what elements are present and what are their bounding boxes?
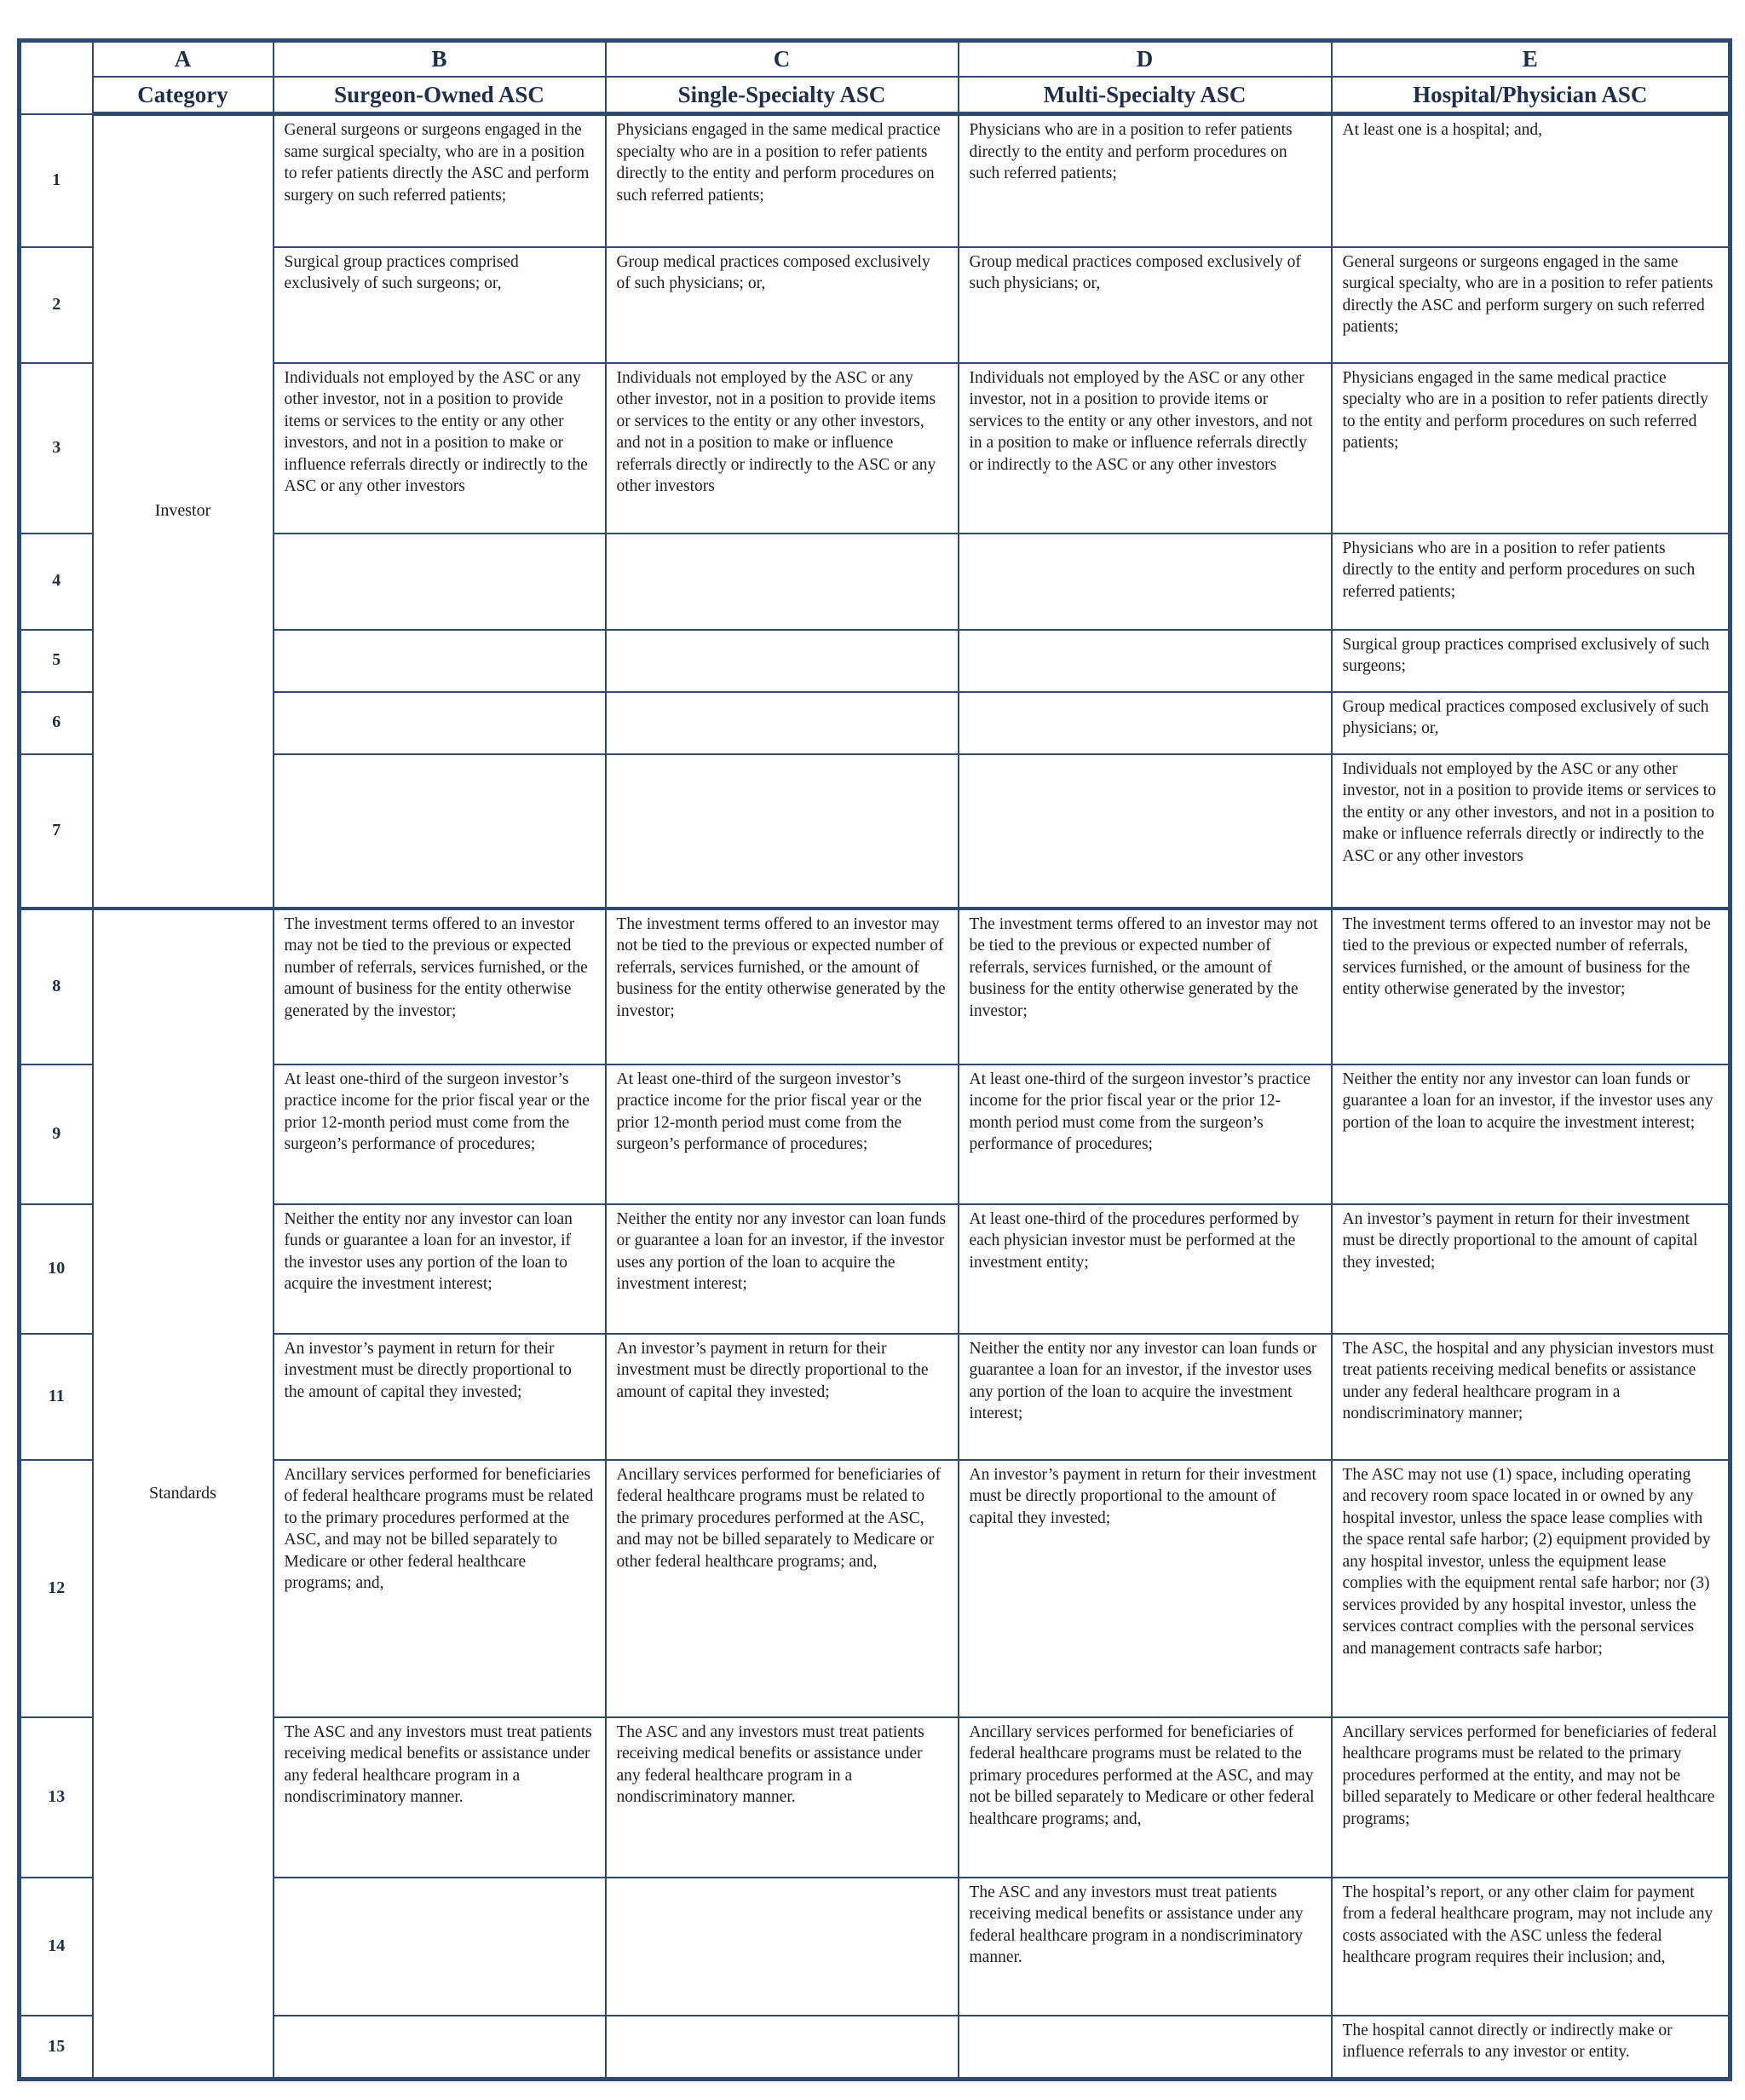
table-cell: The investment terms offered to an investor may not be tied to the previous or expected number of referrals, services furnished, or the amount of business for the entity otherwise generated by the investor;: [274, 909, 606, 1064]
table-cell: At least one-third of the surgeon investor’s practice income for the prior fiscal year or the prior 12-month period must come from the surgeon’s performance of procedures;: [959, 1064, 1332, 1204]
table-row: [20, 1064, 1731, 1204]
table-cell: General surgeons or surgeons engaged in the same surgical specialty, who are in a position to refer patients directly the ASC and perform surgery on such referred patients;: [274, 114, 606, 247]
table-cell: The ASC and any investors must treat patients receiving medical benefits or assistance under any federal healthcare program in a nondiscriminatory manner.: [274, 1717, 606, 1878]
table-cell: The hospital cannot directly or indirectly make or influence referrals to any investor or entity.: [1332, 2016, 1731, 2080]
column-header: Surgeon-Owned ASC: [274, 77, 606, 114]
row-number: 4: [20, 534, 93, 630]
table-cell: Individuals not employed by the ASC or any other investor, not in a position to provide items or services to the entity or any other investors, and not in a position to make or influence referrals directly or indirectly to the ASC or any other investors: [959, 363, 1332, 534]
column-header-row: [20, 77, 1731, 114]
table-cell: Physicians engaged in the same medical practice specialty who are in a position to refer patients directly to the entity and perform procedures on such referred patients;: [606, 114, 959, 247]
table-row: [20, 692, 1731, 754]
column-letter: C: [606, 41, 959, 77]
row-number: 8: [20, 909, 93, 1064]
table-cell: An investor’s payment in return for their investment must be directly proportional to the amount of capital they invested;: [1332, 1204, 1731, 1334]
table-cell: Surgical group practices comprised exclusively of such surgeons;: [1332, 630, 1731, 692]
table-cell: Group medical practices composed exclusively of such physicians; or,: [606, 247, 959, 363]
table-cell: At least one is a hospital; and,: [1332, 114, 1731, 247]
row-number: 1: [20, 114, 93, 247]
table-cell: The ASC, the hospital and any physician investors must treat patients receiving medical benefits or assistance under any federal healthcare program in a nondiscriminatory manner;: [1332, 1334, 1731, 1460]
table-cell: [274, 534, 606, 630]
row-number: 15: [20, 2016, 93, 2080]
table-cell: Physicians who are in a position to refer patients directly to the entity and perform procedures on such referred patients;: [1332, 534, 1731, 630]
table-cell: Group medical practices composed exclusively of such physicians; or,: [1332, 692, 1731, 754]
table-cell: [606, 1878, 959, 2016]
table-cell: [274, 1878, 606, 2016]
table-cell: Ancillary services performed for beneficiaries of federal healthcare programs must be related to the primary procedures performed at the ASC, and may not be billed separately to Medicare or other federal healthcare programs; and,: [274, 1460, 606, 1717]
table-row: [20, 247, 1731, 363]
column-header: Multi-Specialty ASC: [959, 77, 1332, 114]
table-cell: Individuals not employed by the ASC or any other investor, not in a position to provide items or services to the entity or any other investors, and not in a position to make or influence referrals directly or indirectly to the ASC or any other investors: [274, 363, 606, 534]
column-letter: B: [274, 41, 606, 77]
table-cell: Individuals not employed by the ASC or any other investor, not in a position to provide items or services to the entity or any other investors, and not in a position to make or influence referrals directly or indirectly to the ASC or any other investors: [1332, 754, 1731, 909]
table-cell: [959, 2016, 1332, 2080]
table-cell: The investment terms offered to an investor may not be tied to the previous or expected number of referrals, services furnished, or the amount of business for the entity otherwise generated by the investor;: [959, 909, 1332, 1064]
table-cell: Neither the entity nor any investor can loan funds or guarantee a loan for an investor, if the investor uses any portion of the loan to acquire the investment interest;: [959, 1334, 1332, 1460]
row-number: 10: [20, 1204, 93, 1334]
table-cell: [606, 754, 959, 909]
table-cell: Physicians engaged in the same medical practice specialty who are in a position to refer patients directly to the entity and perform procedures on such referred patients;: [1332, 363, 1731, 534]
column-letter: D: [959, 41, 1332, 77]
table-cell: At least one-third of the surgeon investor’s practice income for the prior fiscal year or the prior 12-month period must come from the surgeon’s performance of procedures;: [274, 1064, 606, 1204]
column-letter: E: [1332, 41, 1731, 77]
table-cell: An investor’s payment in return for their investment must be directly proportional to the amount of capital they invested;: [274, 1334, 606, 1460]
table-cell: Individuals not employed by the ASC or any other investor, not in a position to provide items or services to the entity or any other investors, and not in a position to make or influence referrals directly or indirectly to the ASC or any other investors: [606, 363, 959, 534]
table-cell: An investor’s payment in return for their investment must be directly proportional to the amount of capital they invested;: [606, 1334, 959, 1460]
table-row: [20, 1460, 1731, 1717]
row-number: 6: [20, 692, 93, 754]
table-row: [20, 1878, 1731, 2016]
table-row: [20, 1717, 1731, 1878]
row-number: 2: [20, 247, 93, 363]
table-cell: Physicians who are in a position to refer patients directly to the entity and perform procedures on such referred patients;: [959, 114, 1332, 247]
table-cell: [274, 754, 606, 909]
table-cell: The hospital’s report, or any other claim for payment from a federal healthcare program, may not include any costs associated with the ASC unless the federal healthcare program requires their inclusion; and,: [1332, 1878, 1731, 2016]
table-cell: An investor’s payment in return for their investment must be directly proportional to the amount of capital they invested;: [959, 1460, 1332, 1717]
table-cell: The investment terms offered to an investor may not be tied to the previous or expected number of referrals, services furnished, or the amount of business for the entity otherwise generated by the investor;: [606, 909, 959, 1064]
table-row: [20, 754, 1731, 909]
table-row: [20, 2016, 1731, 2080]
table-cell: [274, 692, 606, 754]
table-cell: The ASC and any investors must treat patients receiving medical benefits or assistance under any federal healthcare program in a nondiscriminatory manner.: [959, 1878, 1332, 2016]
table-cell: [606, 534, 959, 630]
row-number: 13: [20, 1717, 93, 1878]
table-row: [20, 1204, 1731, 1334]
table-row: [20, 630, 1731, 692]
table-cell: Ancillary services performed for beneficiaries of federal healthcare programs must be related to the primary procedures performed at the ASC, and may not be billed separately to Medicare or other federal healthcare programs; and,: [606, 1460, 959, 1717]
category-investor: Investor: [93, 114, 274, 909]
table-cell: General surgeons or surgeons engaged in the same surgical specialty, who are in a position to refer patients directly the ASC and perform surgery on such referred patients;: [1332, 247, 1731, 363]
table-cell: At least one-third of the surgeon investor’s practice income for the prior fiscal year or the prior 12-month period must come from the surgeon’s performance of procedures;: [606, 1064, 959, 1204]
row-number: 9: [20, 1064, 93, 1204]
table-cell: [274, 2016, 606, 2080]
row-number: 12: [20, 1460, 93, 1717]
table-row: [20, 534, 1731, 630]
column-header: Category: [93, 77, 274, 114]
row-number: 3: [20, 363, 93, 534]
table-row: [20, 114, 1731, 247]
table-row: [20, 363, 1731, 534]
table-cell: The ASC may not use (1) space, including operating and recovery room space located in or owned by any hospital investor, unless the space lease complies with the space rental safe harbor; (2) equipment provided by any hospital investor, unless the equipment lease complies with the equipment rental safe harbor; nor (3) services provided by any hospital investor, unless the services contract complies with the personal services and management contracts safe harbor;: [1332, 1460, 1731, 1717]
row-number: 14: [20, 1878, 93, 2016]
table-cell: [606, 692, 959, 754]
table-cell: [959, 630, 1332, 692]
column-header: Single-Specialty ASC: [606, 77, 959, 114]
table-cell: Surgical group practices comprised exclusively of such surgeons; or,: [274, 247, 606, 363]
table-cell: [606, 2016, 959, 2080]
table-cell: Group medical practices composed exclusively of such physicians; or,: [959, 247, 1332, 363]
row-number: 11: [20, 1334, 93, 1460]
table-cell: Neither the entity nor any investor can loan funds or guarantee a loan for an investor, if the investor uses any portion of the loan to acquire the investment interest;: [606, 1204, 959, 1334]
column-letter-row: [20, 41, 1731, 77]
table-cell: [959, 754, 1332, 909]
category-standards: Standards: [93, 909, 274, 2080]
table-cell: Neither the entity nor any investor can loan funds or guarantee a loan for an investor, if the investor uses any portion of the loan to acquire the investment interest;: [1332, 1064, 1731, 1204]
row-number: 7: [20, 754, 93, 909]
table-cell: [606, 630, 959, 692]
row-number: 5: [20, 630, 93, 692]
table-cell: Ancillary services performed for beneficiaries of federal healthcare programs must be related to the primary procedures performed at the ASC, and may not be billed separately to Medicare or other federal healthcare programs; and,: [959, 1717, 1332, 1878]
table-cell: At least one-third of the procedures performed by each physician investor must be performed at the investment entity;: [959, 1204, 1332, 1334]
table-cell: The investment terms offered to an investor may not be tied to the previous or expected number of referrals, services furnished, or the amount of business for the entity otherwise generated by the investor;: [1332, 909, 1731, 1064]
table-cell: [274, 630, 606, 692]
asc-comparison-table: [17, 38, 1732, 2081]
table-cell: Neither the entity nor any investor can loan funds or guarantee a loan for an investor, if the investor uses any portion of the loan to acquire the investment interest;: [274, 1204, 606, 1334]
column-header: Hospital/Physician ASC: [1332, 77, 1731, 114]
table-cell: Ancillary services performed for beneficiaries of federal healthcare programs must be related to the primary procedures performed at the entity, and may not be billed separately to Medicare or other federal healthcare programs;: [1332, 1717, 1731, 1878]
table-cell: [959, 692, 1332, 754]
column-letter: A: [93, 41, 274, 77]
table-row: [20, 909, 1731, 1064]
corner-cell: [20, 41, 93, 114]
table-cell: [959, 534, 1332, 630]
table-row: [20, 1334, 1731, 1460]
table-cell: The ASC and any investors must treat patients receiving medical benefits or assistance under any federal healthcare program in a nondiscriminatory manner.: [606, 1717, 959, 1878]
